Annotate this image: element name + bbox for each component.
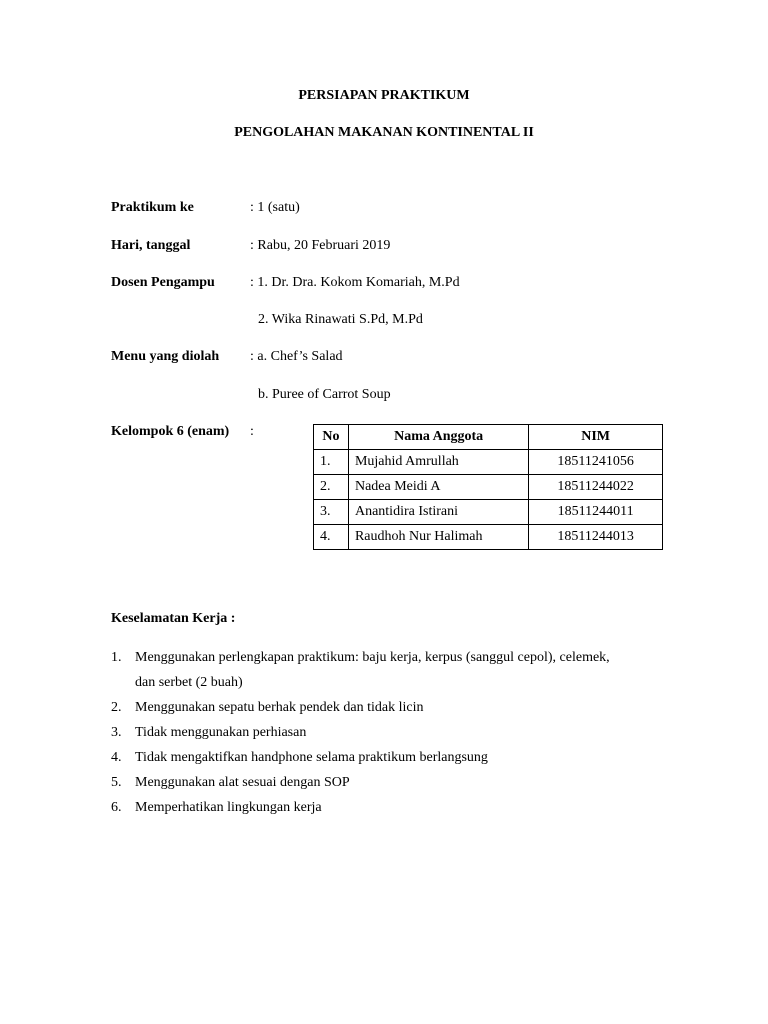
- dosen-label: Dosen Pengampu: [111, 275, 215, 290]
- row-name: Anantidira Istirani: [348, 500, 528, 525]
- list-item: [111, 795, 671, 820]
- list-item-text: Tidak menggunakan perhiasan: [135, 725, 307, 740]
- table-row: [314, 500, 663, 525]
- table-header-row: [314, 425, 663, 450]
- kelompok-colon: :: [250, 424, 254, 439]
- praktikum-label: Praktikum ke: [111, 200, 194, 215]
- dosen-value-1: : 1. Dr. Dra. Kokom Komariah, M.Pd: [250, 275, 460, 290]
- list-item-number: 2.: [111, 700, 122, 715]
- list-item-text: Menggunakan perlengkapan praktikum: baju kerja, kerpus (sanggul cepol), celemek,: [135, 650, 610, 665]
- safety-heading: Keselamatan Kerja :: [111, 611, 236, 626]
- row-name: Mujahid Amrullah: [348, 450, 528, 475]
- header-no: No: [314, 425, 349, 450]
- row-name: Raudhoh Nur Halimah: [348, 525, 528, 550]
- list-item: [111, 745, 671, 770]
- document-subtitle: PENGOLAHAN MAKANAN KONTINENTAL II: [234, 125, 534, 140]
- praktikum-value: : 1 (satu): [250, 200, 300, 215]
- list-item-number: 5.: [111, 775, 122, 790]
- list-item: [111, 645, 671, 695]
- list-item-number: 6.: [111, 800, 122, 815]
- list-item-text: Menggunakan alat sesuai dengan SOP: [135, 775, 350, 790]
- row-no: 1.: [314, 450, 349, 475]
- table-row: [314, 525, 663, 550]
- row-nim: 18511244011: [529, 500, 663, 525]
- header-nim: NIM: [529, 425, 663, 450]
- list-item-text: Menggunakan sepatu berhak pendek dan tidak licin: [135, 700, 424, 715]
- list-item: [111, 720, 671, 745]
- row-name: Nadea Meidi A: [348, 475, 528, 500]
- row-nim: 18511241056: [529, 450, 663, 475]
- list-item-number: 1.: [111, 650, 122, 665]
- menu-value-2: b. Puree of Carrot Soup: [258, 387, 391, 402]
- safety-list: [111, 645, 671, 820]
- hari-value: : Rabu, 20 Februari 2019: [250, 238, 391, 253]
- list-item-text: Tidak mengaktifkan handphone selama praktikum berlangsung: [135, 750, 488, 765]
- list-item: [111, 695, 671, 720]
- row-nim: 18511244013: [529, 525, 663, 550]
- row-no: 3.: [314, 500, 349, 525]
- menu-label: Menu yang diolah: [111, 349, 220, 364]
- row-no: 4.: [314, 525, 349, 550]
- dosen-value-2: 2. Wika Rinawati S.Pd, M.Pd: [258, 312, 423, 327]
- list-item-number: 4.: [111, 750, 122, 765]
- members-table: [313, 424, 663, 550]
- table-row: [314, 450, 663, 475]
- menu-value-1: : a. Chef’s Salad: [250, 349, 343, 364]
- document-title: PERSIAPAN PRAKTIKUM: [298, 88, 470, 103]
- row-no: 2.: [314, 475, 349, 500]
- list-item-number: 3.: [111, 725, 122, 740]
- list-item-text: Memperhatikan lingkungan kerja: [135, 800, 322, 815]
- kelompok-label: Kelompok 6 (enam): [111, 424, 230, 439]
- table-row: [314, 475, 663, 500]
- header-nama: Nama Anggota: [348, 425, 528, 450]
- list-item-continuation: dan serbet (2 buah): [135, 675, 243, 690]
- list-item: [111, 770, 671, 795]
- row-nim: 18511244022: [529, 475, 663, 500]
- hari-label: Hari, tanggal: [111, 238, 191, 253]
